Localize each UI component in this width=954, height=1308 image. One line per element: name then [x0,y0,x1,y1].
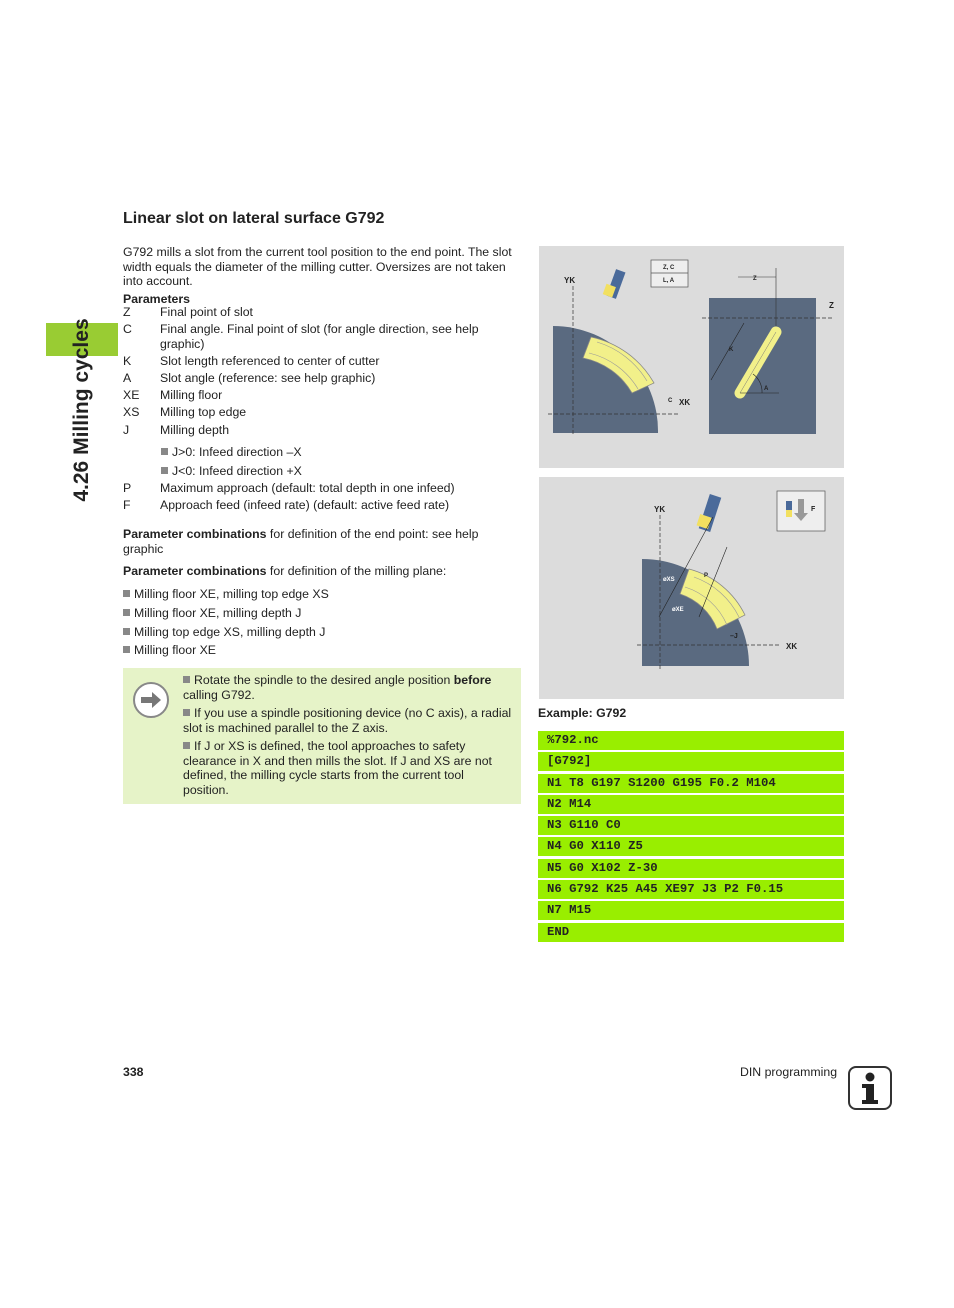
param-row: K Slot length referenced to center of cutter [123,354,380,368]
page-number: 338 [123,1065,144,1079]
param-row: J Milling depth [123,423,230,437]
param-row: C Final angle. Final point of slot (for angle direction, see help graphic) [123,322,479,351]
param-row: Z Final point of slot [123,305,253,319]
code-line: N1 T8 G197 S1200 G195 F0.2 M104 [538,774,844,793]
section-heading: Linear slot on lateral surface G792 [123,210,385,227]
axis-label-xk: XK [786,642,798,651]
plane-option: Milling floor XE, milling depth J [123,606,301,621]
dim-label-p: P [704,573,709,579]
note-item: If you use a spindle positioning device (no C axis), a radial slot is machined parallel to the Z axis. [183,706,512,735]
param-row: XS Milling top edge [123,405,247,419]
plane-option: Milling floor XE [123,643,216,658]
plane-option: Milling floor XE, milling top edge XS [123,587,329,602]
info-icon [848,1066,892,1110]
combo-endpoint: Parameter combinations for definition of the end point: see help graphic [123,527,479,556]
intro-paragraph: G792 mills a slot from the current tool position to the end point. The slot width equals the diameter of the milling cutter. Oversizes are not taken into account. [123,245,512,289]
param-row: P Maximum approach (default: total depth in one infeed) [123,481,455,495]
code-line: %792.nc [538,731,844,750]
help-graphic-bottom [539,477,844,699]
code-line: N2 M14 [538,795,844,814]
box-label-f: F [811,506,816,513]
dim-label-k: K [729,347,734,353]
code-line: END [538,923,844,942]
footer-section: DIN programming [740,1065,838,1079]
axis-label-yk: YK [654,505,666,514]
axis-label-z: Z [829,301,834,310]
dim-label-c: C [668,398,673,404]
chapter-title: 4.26 Milling cycles [70,318,93,502]
dim-label-xs: øXS [663,577,675,583]
axis-label-xk: XK [679,398,691,407]
code-line: [G792] [538,752,844,771]
parameters-label: Parameters [123,292,190,306]
note-item: If J or XS is defined, the tool approaches to safety clearance in X and then mills the slot. If J and XS are not defined, the milling cycle starts from the current tool position. [183,739,492,797]
code-line: N5 G0 X102 Z-30 [538,859,844,878]
note-item: Rotate the spindle to the desired angle position before calling G792. [183,673,492,702]
combo-plane: Parameter combinations for definition of the milling plane: [123,564,447,578]
param-row: A Slot angle (reference: see help graphic) [123,371,376,385]
chapter-tab [46,200,118,620]
j-option: J>0: Infeed direction –X [161,445,302,460]
box-label-la: L, A [663,278,675,284]
example-label: Example: G792 [538,706,627,720]
note-box [123,668,521,804]
param-row: XE Milling floor [123,388,223,402]
param-row: F Approach feed (infeed rate) (default: active feed rate) [123,498,450,512]
dim-label-j: –J [730,633,738,640]
code-line: N4 G0 X110 Z5 [538,837,844,856]
help-graphic-top [539,246,844,468]
code-line: N6 G792 K25 A45 XE97 J3 P2 F0.15 [538,880,844,899]
dim-label-a: A [764,386,769,392]
dim-label-z: Z [753,276,757,282]
code-listing [538,731,844,944]
axis-label-yk: YK [564,276,576,285]
dim-label-xe: øXE [672,607,684,613]
j-option: J<0: Infeed direction +X [161,464,302,479]
plane-option: Milling top edge XS, milling depth J [123,625,325,640]
code-line: N3 G110 C0 [538,816,844,835]
code-line: N7 M15 [538,901,844,920]
arrow-right-icon [133,682,169,718]
box-label-zc: Z, C [663,265,675,271]
